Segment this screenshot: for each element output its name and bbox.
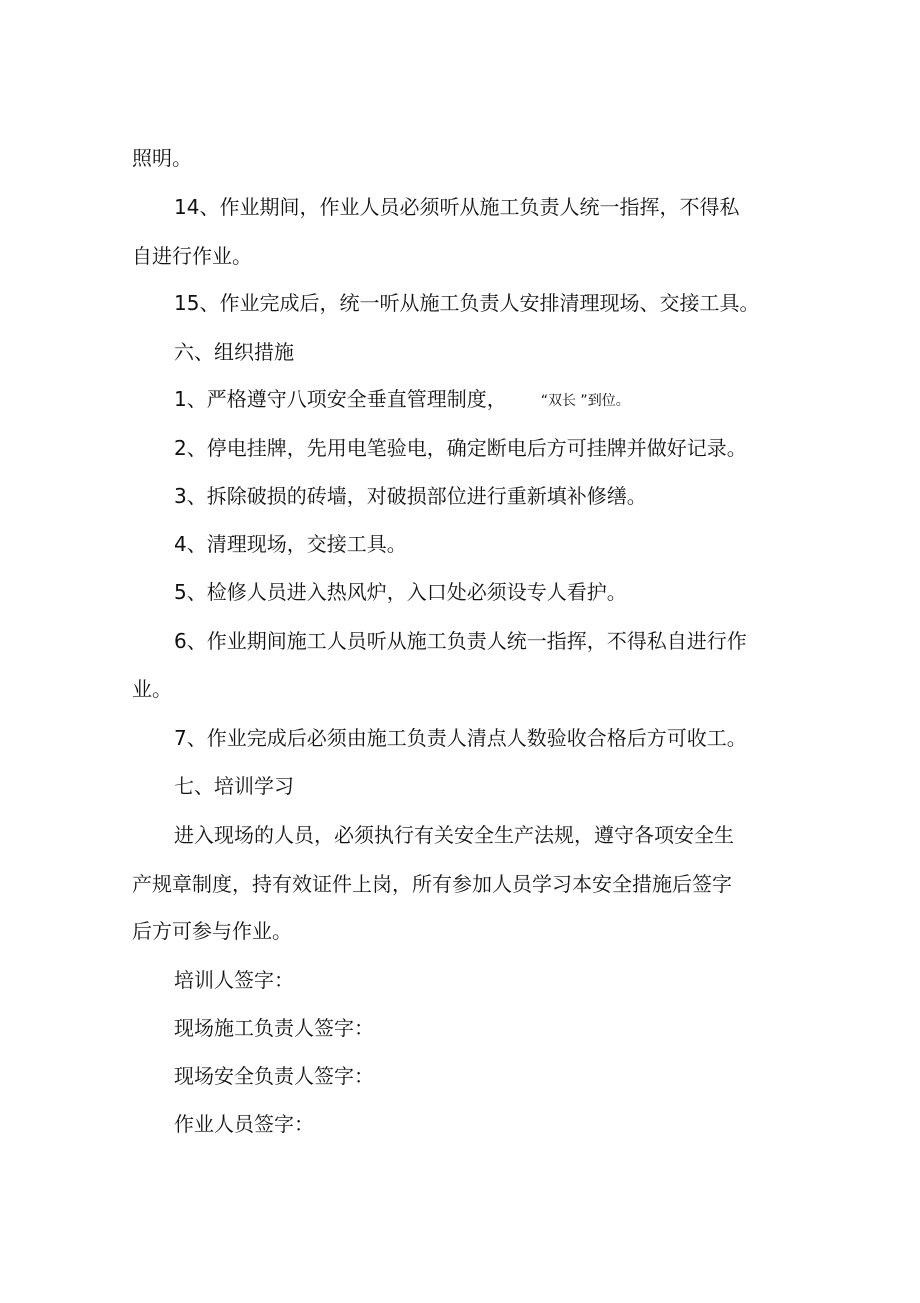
signature-site-construction-lead: 现场施工负责人签字： — [174, 1016, 374, 1040]
list-item-7: 7、作业完成后必须由施工负责人清点人数验收合格后方可收工。 — [174, 726, 747, 750]
list-item-1-suffix: “双长 ”到位。 — [540, 393, 630, 409]
text-line: 自进行作业。 — [132, 244, 252, 268]
section-heading-7: 七、培训学习 — [174, 774, 294, 798]
paragraph-line: 产规章制度，持有效证件上岗，所有参加人员学习本安全措施后签字 — [132, 872, 732, 896]
signature-workers: 作业人员签字： — [174, 1112, 314, 1136]
section-heading-6: 六、组织措施 — [174, 340, 294, 364]
signature-site-safety-lead: 现场安全负责人签字： — [174, 1064, 374, 1088]
list-item-3: 3、拆除破损的砖墙，对破损部位进行重新填补修缮。 — [174, 484, 647, 508]
signature-trainer: 培训人签字： — [174, 968, 294, 992]
list-item-4: 4、清理现场，交接工具。 — [174, 532, 407, 556]
list-item-1 — [174, 386, 630, 415]
list-item-6: 6、作业期间施工人员听从施工负责人统一指挥，不得私自进行作 — [174, 629, 747, 653]
list-item-15: 15、作业完成后，统一听从施工负责人安排清理现场、交接工具。 — [174, 291, 760, 315]
text-line: 业。 — [132, 677, 172, 701]
paragraph-line: 进入现场的人员，必须执行有关安全生产法规，遵守各项安全生 — [174, 823, 734, 847]
paragraph-line: 后方可参与作业。 — [132, 919, 292, 943]
list-item-2: 2、停电挂牌，先用电笔验电，确定断电后方可挂牌并做好记录。 — [174, 436, 747, 460]
list-item-1-text: 1、严格遵守八项安全垂直管理制度， — [174, 387, 507, 411]
text-line: 照明。 — [132, 146, 192, 170]
list-item-14: 14、作业期间，作业人员必须听从施工负责人统一指挥，不得私 — [174, 195, 740, 219]
list-item-5: 5、检修人员进入热风炉，入口处必须设专人看护。 — [174, 580, 627, 604]
